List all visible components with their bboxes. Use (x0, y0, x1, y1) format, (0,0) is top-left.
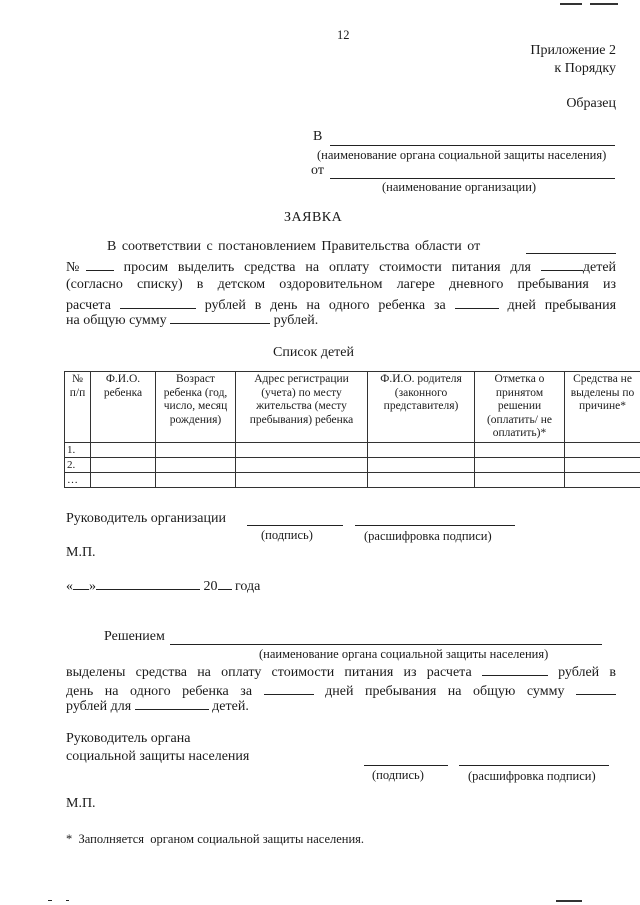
scan-mark (48, 900, 52, 901)
social-head-label2: социальной защиты населения (66, 749, 250, 764)
footnote: * Заполняется органом социальной защиты населения. (66, 832, 365, 846)
resolution-date-line[interactable] (526, 253, 616, 254)
table-cell[interactable] (156, 442, 236, 457)
scan-mark (590, 3, 618, 5)
date-line: « » 20 года (66, 579, 261, 594)
scan-mark (556, 900, 582, 902)
decision-hint: (наименование органа социальной защиты населения) (259, 647, 549, 661)
org-decode-hint: (расшифровка подписи) (364, 529, 492, 543)
decision-line2: день на одного ребенка за дней пребывания на общую сумму (66, 682, 616, 700)
table-cell[interactable] (565, 442, 640, 457)
col-header-child-name: Ф.И.О. ребенка (91, 372, 156, 443)
table-cell[interactable] (368, 442, 475, 457)
to-hint: (наименование органа социальной защиты населения) (317, 148, 607, 162)
body-line1-text: В соответствии с постановлением Правительства области от (107, 239, 481, 254)
col-header-decision: Отметка о принятом решении (оплатить/ не оплатить)* (475, 372, 565, 443)
social-stamp: М.П. (66, 796, 96, 811)
decision-days-line[interactable] (264, 682, 314, 695)
appendix-line2: к Порядку (554, 61, 616, 76)
decision-sum-line[interactable] (576, 682, 616, 695)
social-decode-hint: (расшифровка подписи) (468, 769, 596, 783)
table-cell[interactable] (565, 472, 640, 487)
number-line[interactable] (86, 258, 114, 271)
sample-label: Образец (566, 96, 616, 111)
col-header-age: Возраст ребенка (год, число, месяц рождения) (156, 372, 236, 443)
table-cell[interactable] (156, 472, 236, 487)
col-header-parent-name: Ф.И.О. родителя (законного представителя) (368, 372, 475, 443)
row-number: … (65, 472, 91, 487)
table-cell[interactable] (368, 472, 475, 487)
table-row (65, 472, 640, 487)
body-line3: (согласно списку) в детском оздоровительном лагере дневного пребывания из (66, 277, 616, 292)
appendix-line1: Приложение 2 (530, 43, 616, 58)
from-field-line[interactable] (330, 178, 615, 179)
table-cell[interactable] (475, 442, 565, 457)
org-sign-line[interactable] (247, 525, 343, 526)
page-number: 12 (337, 28, 350, 42)
table-row (65, 442, 640, 457)
table-cell[interactable] (236, 457, 368, 472)
table-row (65, 457, 640, 472)
body-line1 (107, 239, 480, 255)
org-head-label: Руководитель организации (66, 511, 226, 526)
children-table (64, 371, 640, 488)
org-decode-line[interactable] (355, 525, 515, 526)
days-line[interactable] (455, 296, 499, 309)
scan-mark (66, 900, 69, 901)
rate-line[interactable] (120, 296, 196, 309)
decision-org-line[interactable] (170, 644, 602, 645)
decision-rate-line[interactable] (482, 663, 548, 676)
from-prefix: от (311, 163, 324, 178)
table-cell[interactable] (236, 442, 368, 457)
decision-line1: выделены средства на оплату стоимости питания из расчета рублей в (66, 665, 616, 680)
table-cell[interactable] (91, 457, 156, 472)
social-decode-line[interactable] (459, 765, 609, 766)
table-cell[interactable] (565, 457, 640, 472)
month-line[interactable] (96, 577, 200, 590)
col-header-reason: Средства не выделены по причине* (565, 372, 640, 443)
table-header-row (65, 372, 640, 443)
decision-prefix: Решением (104, 629, 165, 644)
table-cell[interactable] (475, 457, 565, 472)
table-cell[interactable] (156, 457, 236, 472)
table-cell[interactable] (475, 472, 565, 487)
table-cell[interactable] (91, 472, 156, 487)
col-header-number: № п/п (65, 372, 91, 443)
table-cell[interactable] (91, 442, 156, 457)
row-number: 1. (65, 442, 91, 457)
social-sign-hint: (подпись) (372, 768, 424, 782)
body-line4: расчета рублей в день на одного ребенка за дней пребывания (66, 298, 617, 313)
list-title: Список детей (273, 345, 354, 360)
body-line5: на общую сумму рублей. (66, 313, 319, 328)
total-sum-line[interactable] (170, 311, 270, 324)
to-field-line[interactable] (330, 145, 615, 146)
document-title: ЗАЯВКА (284, 210, 343, 225)
decision-children-line[interactable] (135, 697, 209, 710)
decision-line3: рублей для детей. (66, 699, 249, 714)
social-head-label1: Руководитель органа (66, 731, 191, 746)
day-line[interactable] (73, 577, 89, 590)
org-sign-hint: (подпись) (261, 528, 313, 542)
year-line[interactable] (218, 577, 232, 590)
table-cell[interactable] (236, 472, 368, 487)
org-stamp: М.П. (66, 545, 96, 560)
row-number: 2. (65, 457, 91, 472)
social-sign-line[interactable] (364, 765, 448, 766)
children-count-line[interactable] (541, 258, 583, 271)
scan-mark (560, 3, 582, 5)
col-header-address: Адрес регистрации (учета) по месту жительства (месту пребывания) ребенка (236, 372, 368, 443)
table-cell[interactable] (368, 457, 475, 472)
body-line2: № просим выделить средства на оплату стоимости питания для детей (66, 260, 617, 275)
from-hint: (наименование организации) (382, 180, 537, 194)
to-prefix: В (313, 129, 323, 144)
